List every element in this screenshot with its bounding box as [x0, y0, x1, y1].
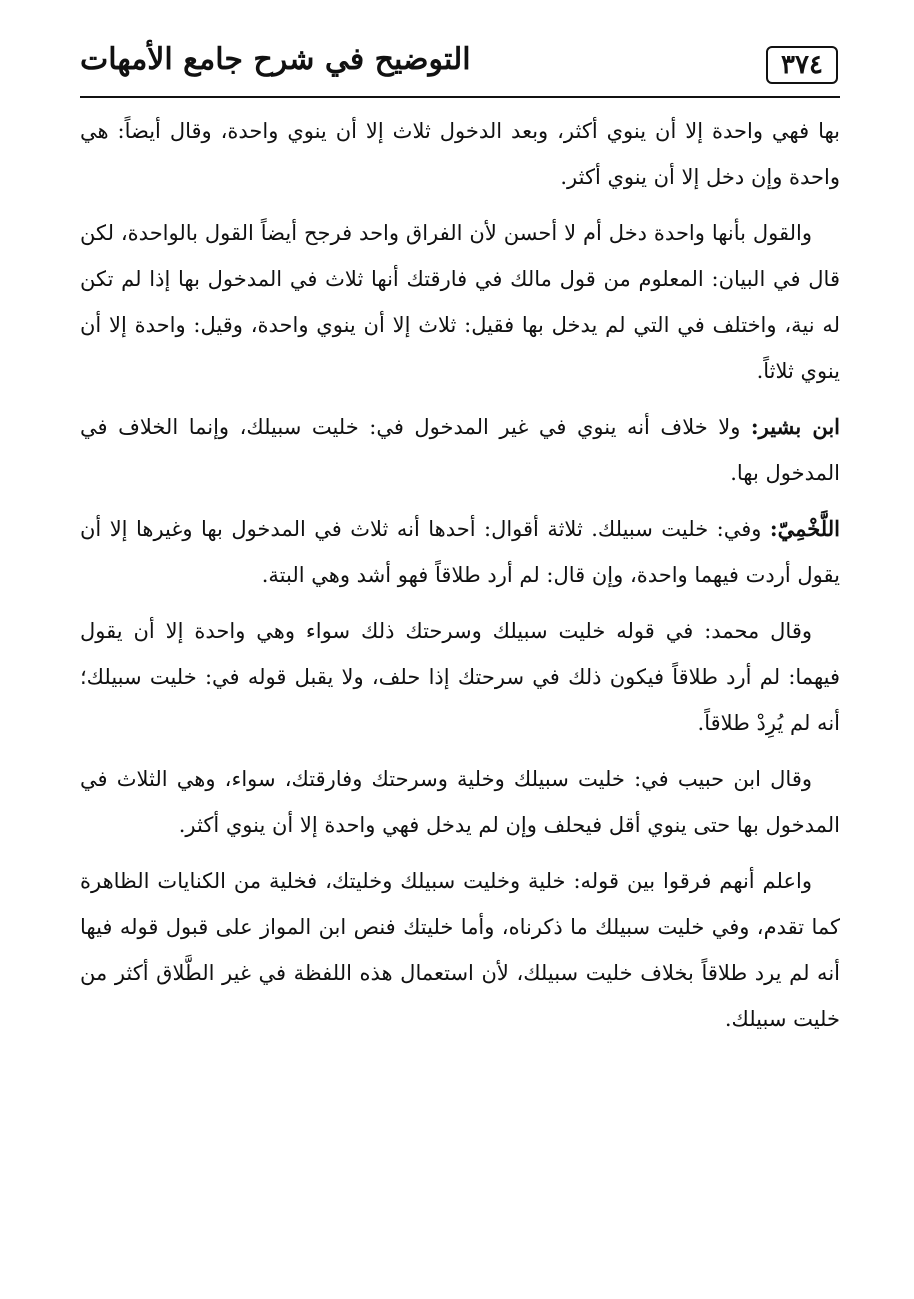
paragraph-text: واعلم أنهم فرقوا بين قوله: خلية وخليت سبيلك وخليتك، فخلية من الكنايات الظاهرة كما تقدم، وفي خليت سبيلك ما ذكرناه، وأما خليتك فنص ابن المواز على قبول قوله فيها أنه لم يرد طلاقاً بخلاف خليت سبيلك، لأن استعمال هذه اللفظة في غير الطَّلاق أكثر من خليت سبيلك.: [80, 869, 840, 1031]
paragraph-4: [80, 506, 840, 598]
paragraph-7: [80, 858, 840, 1042]
page-header: [80, 40, 840, 92]
paragraph-text: بها فهي واحدة إلا أن ينوي أكثر، وبعد الدخول ثلاث إلا أن ينوي واحدة، وقال أيضاً: هي واحدة وإن دخل إلا أن ينوي أكثر.: [80, 119, 840, 189]
running-title: التوضيح في شرح جامع الأمهات: [80, 42, 471, 77]
paragraph-3: [80, 404, 840, 496]
body-text: [80, 108, 840, 1052]
paragraph-text: والقول بأنها واحدة دخل أم لا أحسن لأن الفراق واحد فرجح أيضاً القول بالواحدة، لكن قال في البيان: المعلوم من قول مالك في فارقتك أنها ثلاث في المدخول بها إذا لم تكن له نية، واختلف في التي لم يدخل بها فقيل: ثلاث إلا أن ينوي واحدة، وقيل: واحدة إلا أن ينوي ثلاثاً.: [80, 221, 840, 383]
paragraph-text: وفي: خليت سبيلك. ثلاثة أقوال: أحدها أنه ثلاث في المدخول بها وغيرها إلا أن يقول أردت فيهما واحدة، وإن قال: لم أرد طلاقاً فهو أشد وهي البتة.: [80, 517, 840, 587]
paragraph-text: وقال ابن حبيب في: خليت سبيلك وخلية وسرحتك وفارقتك، سواء، وهي الثلاث في المدخول بها حتى ينوي أقل فيحلف وإن لم يدخل فهي واحدة إلا أن ينوي أكثر.: [80, 767, 840, 837]
paragraph-5: [80, 608, 840, 746]
header-divider: [80, 96, 840, 98]
paragraph-text: وقال محمد: في قوله خليت سبيلك وسرحتك ذلك سواء وهي واحدة إلا أن يقول فيهما: لم أرد طلاقاً فيكون ذلك في سرحتك إذا حلف، ولا يقبل قوله في: خليت سبيلك؛ أنه لم يُرِدْ طلاقاً.: [80, 619, 840, 735]
paragraph-2: [80, 210, 840, 394]
speaker-name: ابن بشير:: [750, 414, 840, 439]
paragraph-text: ولا خلاف أنه ينوي في غير المدخول في: خليت سبيلك، وإنما الخلاف في المدخول بها.: [80, 415, 840, 485]
paragraph-1: [80, 108, 840, 200]
paragraph-6: [80, 756, 840, 848]
speaker-name: اللَّخْمِيّ:: [769, 516, 840, 541]
page-number: ٣٧٤: [766, 46, 838, 84]
